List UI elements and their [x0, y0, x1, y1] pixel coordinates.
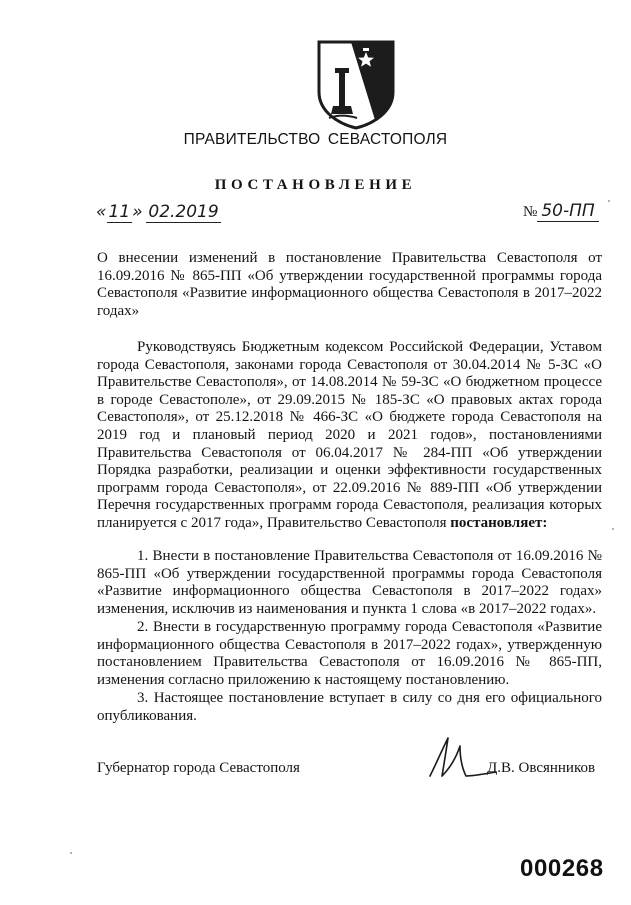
date-quote-open: «: [96, 202, 107, 222]
preamble-text: Руководствуясь Бюджетным кодексом Российской Федерации, Уставом города Севастополя, законами города Севастополя от 30.04.2014 № 5-ЗС «О Правительстве Севастополя», от 14.08.2014 № 59-ЗС «О бюджетном процессе в городе Севастополе», от 29.09.2015 № 185-ЗС «О правовых актах города Севастополя», от 25.12.2018 № 466-ЗС «О бюджете города Севастополя на 2019 год и плановый период 2020 и 2021 годов», постановлениями Правительства Севастополя от 06.04.2017 № 284-ПП «Об утверждении Порядка разработки, реализации и оценки эффективности государственных программ города Севастополя», от 22.09.2016 № 889-ПП «Об утверждении Перечня государственных программ города Севастополя, реализация которых планируется с 2017 года», Правительство Севастополя: [97, 339, 602, 531]
registration-number: 000268: [520, 855, 604, 882]
date-quote-close: »: [132, 202, 143, 222]
scan-speck: [608, 200, 610, 202]
date-month-year: 02.2019: [148, 202, 219, 222]
document-title: О внесении изменений в постановление Правительства Севастополя от 16.09.2016 № 865-ПП «Об утверждении государственной программы города Севастополя «Развитие информационного общества Севастополя в 2017–2022 годах»: [97, 250, 602, 319]
resolution-item-2: 2. Внести в государственную программу города Севастополя «Развитие информационного общества Севастополя в 2017–2022 годах», утвержденную постановлением Правительства Севастополя от 16.09.2016 № 865-ПП, изменения согласно приложению к настоящему постановлению.: [97, 619, 602, 688]
document-number: [523, 202, 599, 222]
scan-speck: [612, 528, 614, 530]
resolution-item-1: 1. Внести в постановление Правительства Севастополя от 16.09.2016 № 865-ПП «Об утверждении государственной программы города Севастополя «Развитие информационного общества Севастополя в 2017–2022 годах» изменения, исключив из наименования и пункта 1 слова «в 2017–2022 годах».: [97, 548, 602, 617]
number-sign: №: [523, 204, 538, 220]
government-name: ПРАВИТЕЛЬСТВО СЕВАСТОПОЛЯ: [183, 131, 448, 148]
date-day: 11: [108, 202, 131, 222]
scan-speck: [70, 852, 72, 854]
signatory-title: Губернатор города Севастополя: [97, 760, 300, 776]
preamble-paragraph: [97, 339, 602, 533]
coat-of-arms-emblem: [315, 38, 397, 130]
preamble-verb: постановляет:: [450, 514, 548, 531]
signatory-name: Д.В. Овсянников: [487, 760, 596, 776]
number-value: 50-ПП: [541, 201, 595, 221]
document-type-heading: ПОСТАНОВЛЕНИЕ: [214, 177, 417, 193]
document-date: [96, 202, 221, 223]
resolution-item-3: 3. Настоящее постановление вступает в силу со дня его официального опубликования.: [97, 690, 602, 724]
